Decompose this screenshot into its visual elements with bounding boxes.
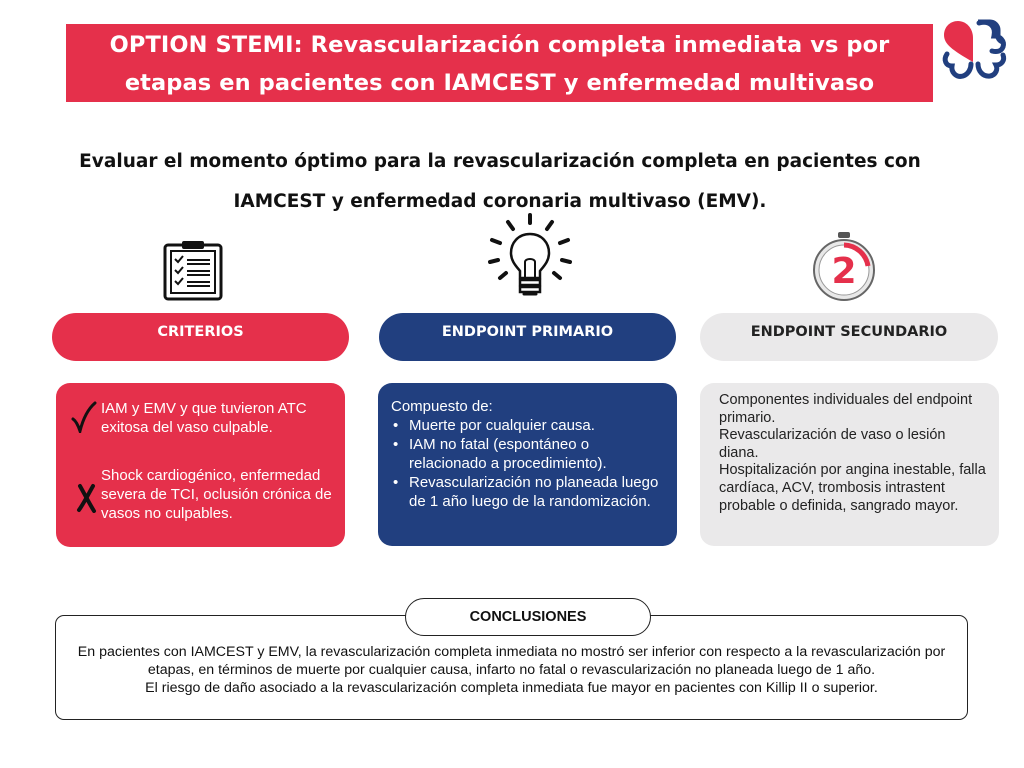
list-item: • IAM no fatal (espontáneo o relacionado a procedimiento). [391,435,663,473]
stopwatch-number: 2 [831,251,857,292]
clipboard-checklist-icon [162,240,224,302]
primary-endpoint-header: ENDPOINT PRIMARIO [379,313,676,361]
cross-mark-icon [76,483,98,513]
title-line-2: etapas en pacientes con IAMCEST y enfermedad multivaso [124,70,875,96]
secondary-endpoint-card [700,383,999,546]
criteria-header: CRITERIOS [52,313,349,361]
primary-endpoint-list [391,416,663,511]
title-banner [66,24,933,102]
stopwatch-icon [810,230,878,302]
title-line-1: OPTION STEMI: Revascularización completa inmediata vs por [109,32,890,58]
inclusion-criteria: IAM y EMV y que tuvieron ATC exitosa del vaso culpable. [101,400,307,436]
conclusions-paragraph-2: El riesgo de daño asociado a la revascularización completa inmediata fue mayor en pacientes con Killip II o superior. [145,680,878,696]
conclusions-text [62,643,961,697]
exclusion-criteria: Shock cardiogénico, enfermedad severa de TCI, oclusión crónica de vasos no culpables. [101,467,332,522]
criteria-card [56,383,345,547]
heart-cross-logo-icon [938,14,1010,86]
conclusions-paragraph-1: En pacientes con IAMCEST y EMV, la revascularización completa inmediata no mostró ser inferior con respecto a la revascularización por etapas, en términos de muerte por cualquier causa, infarto no fatal o revascularización no planeada luego de 1 año. [77,644,946,678]
list-item: • Revascularización no planeada luego de 1 año luego de la randomización. [391,473,663,511]
check-mark-icon [71,401,97,433]
primary-endpoint-intro: Compuesto de: [391,398,493,415]
list-item: • Muerte por cualquier causa. [391,416,663,435]
secondary-endpoint-header: ENDPOINT SECUNDARIO [700,313,998,361]
conclusions-header: CONCLUSIONES [405,598,651,636]
lightbulb-icon [484,210,576,302]
list-item: Hospitalización por angina inestable, falla cardíaca, ACV, trombosis intrastent probable o definida, sangrado mayor. [719,462,986,514]
primary-endpoint-card [378,383,677,546]
list-item: Componentes individuales del endpoint primario. [719,392,973,426]
objective-line-1: Evaluar el momento óptimo para la revascularización completa en pacientes con [79,151,921,172]
list-item: Revascularización de vaso o lesión diana. [719,427,946,461]
objective-line-2: IAMCEST y enfermedad coronaria multivaso (EMV). [233,191,767,212]
